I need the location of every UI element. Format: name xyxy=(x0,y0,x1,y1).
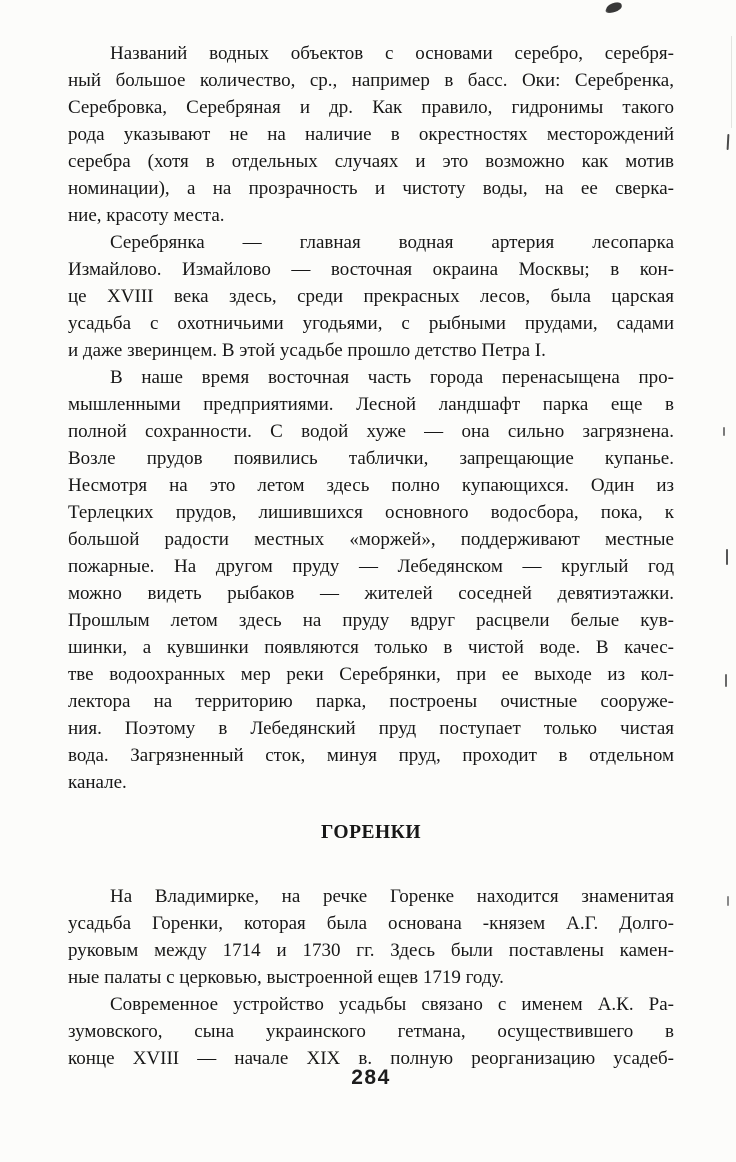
scan-edge-artifact xyxy=(727,134,730,150)
text-line: зумовского, сына украинского гетмана, осуществившего в xyxy=(68,1021,674,1042)
text-column xyxy=(68,40,674,1072)
text-line: В наше время восточная часть города перенасыщена про- xyxy=(110,367,674,388)
text-line: лектора на территорию парка, построены очистные сооруже- xyxy=(68,691,674,712)
paragraph xyxy=(68,991,674,1072)
text-line: Измайлово. Измайлово — восточная окраина Москвы; в кон- xyxy=(68,259,674,280)
text-line: мышленными предприятиями. Лесной ландшафт парка еще в xyxy=(68,394,674,415)
text-line: Возле прудов появились таблички, запрещающие купанье. xyxy=(68,448,674,469)
text-line: полной сохранности. С водой хуже — она сильно загрязнена. xyxy=(68,421,674,442)
scan-edge-artifact xyxy=(725,674,727,687)
paragraph xyxy=(68,883,674,991)
paragraph xyxy=(68,229,674,364)
text-line: ния. Поэтому в Лебедянский пруд поступает только чистая xyxy=(68,718,674,739)
text-line: ный большое количество, ср., например в басс. Оки: Серебренка, xyxy=(68,70,674,91)
section-heading: ГОРЕНКИ xyxy=(321,822,421,843)
scan-edge-artifact xyxy=(726,549,728,565)
text-line: рода указывают не на наличие в окрестностях месторождений xyxy=(68,124,674,145)
text-line: Прошлым летом здесь на пруду вдруг расцвели белые кув- xyxy=(68,610,674,631)
text-line: и даже зверинцем. В этой усадьбе прошло детство Петра I. xyxy=(68,340,546,361)
paragraph xyxy=(68,364,674,796)
paragraph xyxy=(68,40,674,229)
text-line: На Владимирке, на речке Горенке находится знаменитая xyxy=(110,886,674,907)
text-line: Современное устройство усадьбы связано с именем А.К. Ра- xyxy=(110,994,674,1015)
text-line: Названий водных объектов с основами серебро, серебря- xyxy=(110,43,674,64)
text-line: усадьба Горенки, которая была основана -князем А.Г. Долго- xyxy=(68,913,674,934)
text-line: серебра (хотя в отдельных случаях и это возможно как мотив xyxy=(68,151,674,172)
text-line: руковым между 1714 и 1730 гг. Здесь были поставлены камен- xyxy=(68,940,674,961)
text-line: конце XVIII — начале XIX в. полную реорганизацию усадеб- xyxy=(68,1048,674,1069)
text-line: можно видеть рыбаков — жителей соседней девятиэтажки. xyxy=(68,583,674,604)
text-line: пожарные. На другом пруду — Лебедянском — круглый год xyxy=(68,556,674,577)
text-line: номинации), а на прозрачность и чистоту воды, на ее сверка- xyxy=(68,178,674,199)
text-line: це XVIII века здесь, среди прекрасных лесов, была царская xyxy=(68,286,674,307)
text-line: усадьба с охотничьими угодьями, с рыбными прудами, садами xyxy=(68,313,674,334)
text-line: канале. xyxy=(68,772,127,793)
scan-edge-artifact xyxy=(727,896,729,906)
text-line: большой радости местных «моржей», поддерживают местные xyxy=(68,529,674,550)
text-line: вода. Загрязненный сток, минуя пруд, проходит в отдельном xyxy=(68,745,674,766)
scan-edge-line xyxy=(731,36,732,128)
text-line: ние, красоту места. xyxy=(68,205,225,226)
text-line: ные палаты с церковью, выстроенной ещев 1719 году. xyxy=(68,967,504,988)
scan-edge-artifact xyxy=(723,427,725,436)
text-line: Терлецких прудов, лишившихся основного водосбора, пока, к xyxy=(68,502,674,523)
page-number: 284 xyxy=(351,1066,391,1089)
text-line: Серебрянка — главная водная артерия лесопарка xyxy=(110,232,674,253)
text-line: Серебровка, Серебряная и др. Как правило, гидронимы такого xyxy=(68,97,674,118)
text-line: шинки, а кувшинки появляются только в чистой воде. В качес- xyxy=(68,637,674,658)
text-line: Несмотря на это летом здесь полно купающихся. Один из xyxy=(68,475,674,496)
text-line: тве водоохранных мер реки Серебрянки, при ее выходе из кол- xyxy=(68,664,674,685)
ink-smudge-artifact xyxy=(605,1,623,14)
